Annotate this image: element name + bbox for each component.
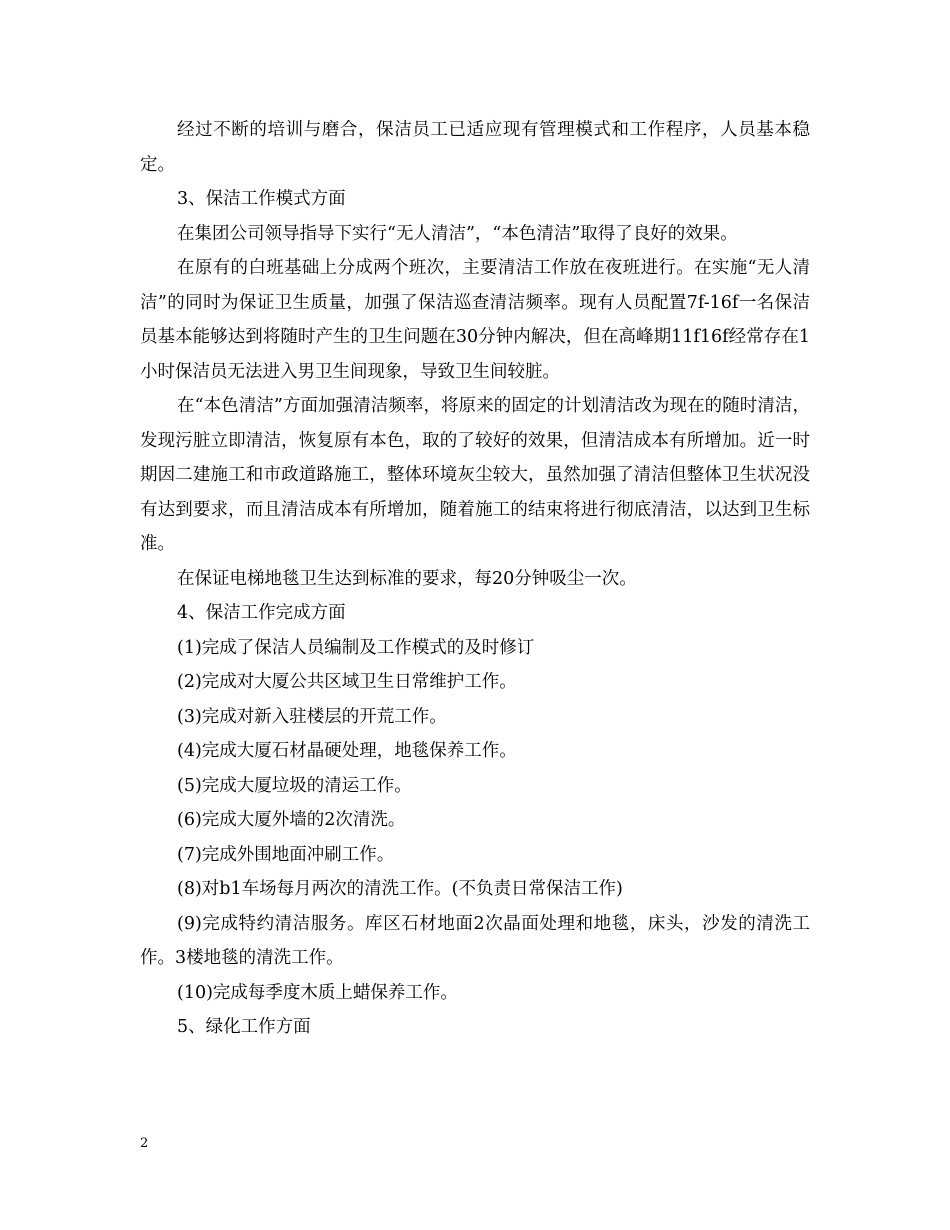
paragraph-shift-arrangement: 在原有的白班基础上分成两个班次，主要清洁工作放在夜班进行。在实施“无人清洁”的同时为保证卫生质量，加强了保洁巡查清洁频率。现有人员配置7f-16f一名保洁员基本能够达到将随时产生的卫生问题在30分钟内解决，但在高峰期11f16f经常存在1小时保洁员无法进入男卫生间现象，导致卫生间较脏。 xyxy=(140,258,810,382)
list-item: (7)完成外围地面冲刷工作。 xyxy=(177,844,395,865)
list-item: (3)完成对新入驻楼层的开荒工作。 xyxy=(177,706,447,727)
section-heading-completed-work: 4、保洁工作完成方面 xyxy=(177,603,346,623)
section-heading-greening-work: 5、绿化工作方面 xyxy=(177,1017,311,1037)
page-number: 2 xyxy=(140,1136,149,1151)
section-heading-cleaning-mode: 3、保洁工作模式方面 xyxy=(177,189,346,209)
paragraph-elevator-carpet: 在保证电梯地毯卫生达到标准的要求，每20分钟吸尘一次。 xyxy=(177,568,637,589)
list-item: (10)完成每季度木质上蜡保养工作。 xyxy=(177,982,458,1003)
list-item: (8)对b1车场每月两次的清洗工作。(不负责日常保洁工作) xyxy=(177,879,623,899)
paragraph-staff-stability: 经过不断的培训与磨合，保洁员工已适应现有管理模式和工作程序，人员基本稳定。 xyxy=(140,120,810,175)
list-item: (1)完成了保洁人员编制及工作模式的及时修订 xyxy=(177,637,535,658)
document-body xyxy=(140,113,810,1045)
list-item: (4)完成大厦石材晶硬处理，地毯保养工作。 xyxy=(177,741,517,761)
list-item: (9)完成特约清洁服务。库区石材地面2次晶面处理和地毯，床头，沙发的清洗工作。3楼地毯的清洗工作。 xyxy=(140,913,810,968)
paragraph-natural-cleaning: 在“本色清洁”方面加强清洁频率，将原来的固定的计划清洁改为现在的随时清洁，发现污脏立即清洁，恢复原有本色，取的了较好的效果，但清洁成本有所增加。近一时期因二建施工和市政道路施工，整体环境灰尘较大，虽然加强了清洁但整体卫生状况没有达到要求，而且清洁成本有所增加，随着施工的结束将进行彻底清洁，以达到卫生标准。 xyxy=(140,396,810,554)
list-item: (5)完成大厦垃圾的清运工作。 xyxy=(177,775,412,796)
list-item: (6)完成大厦外墙的2次清洗。 xyxy=(177,810,406,830)
list-item: (2)完成对大厦公共区域卫生日常维护工作。 xyxy=(177,672,517,692)
paragraph-cleaning-mode-intro: 在集团公司领导指导下实行“无人清洁”，“本色清洁”取得了良好的效果。 xyxy=(177,223,738,244)
